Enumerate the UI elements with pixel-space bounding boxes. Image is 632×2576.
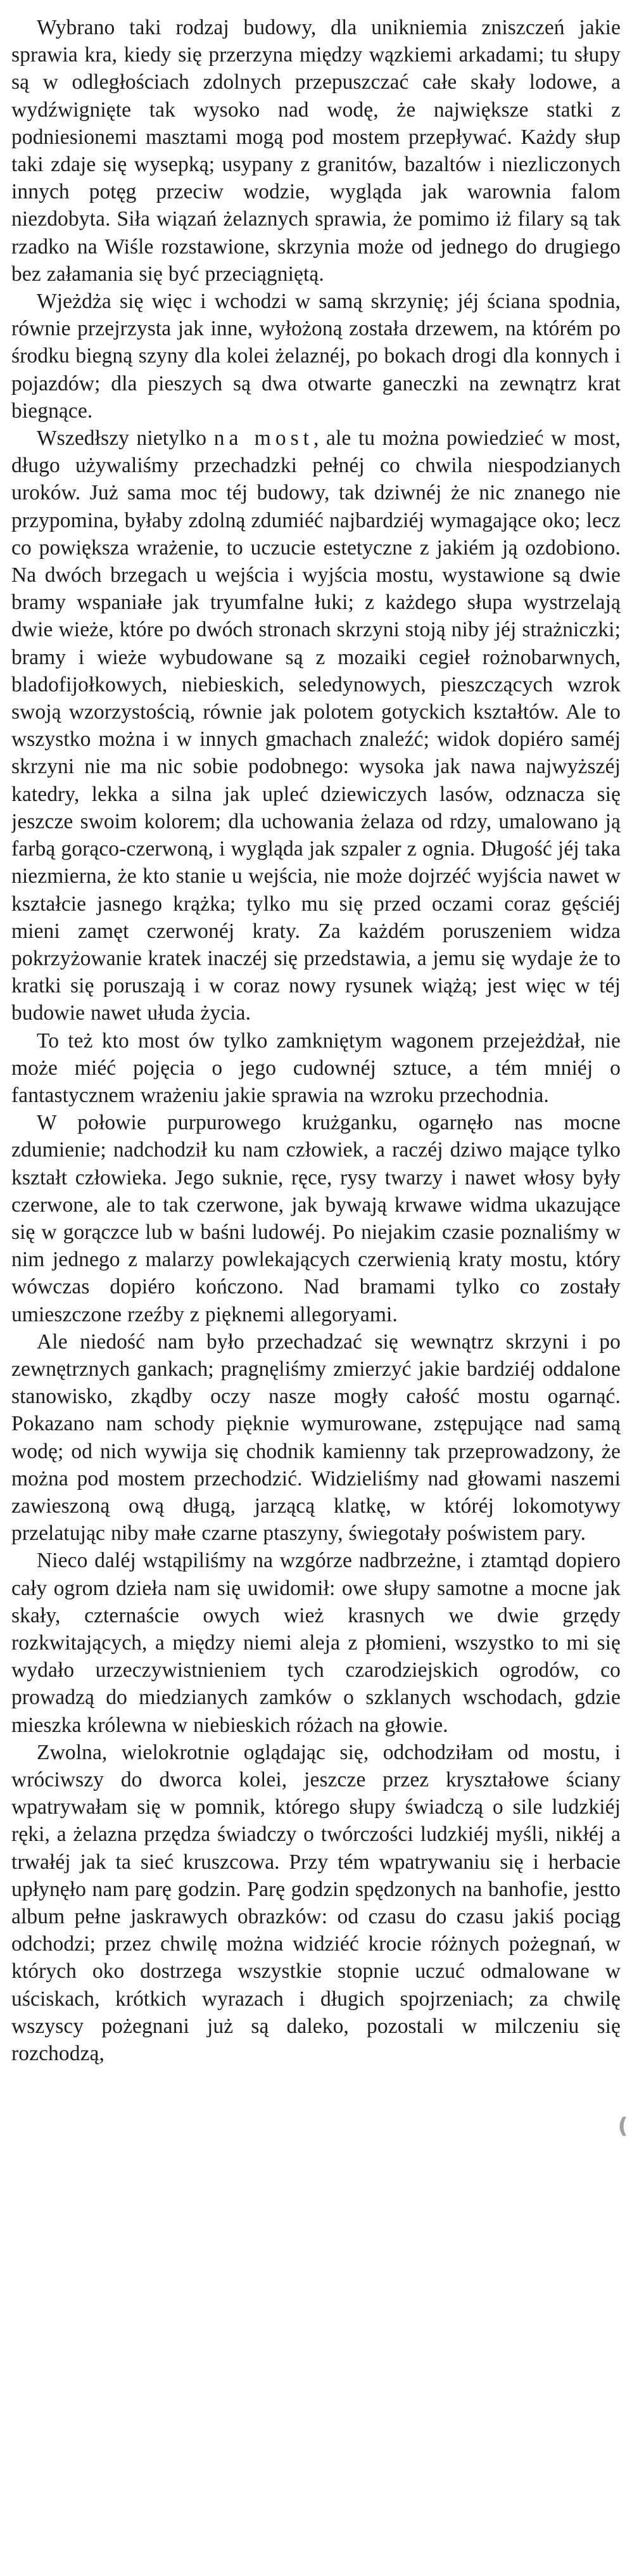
margin-bracket-icon: ❪	[614, 2113, 632, 2139]
paragraph-7: Nieco daléj wstąpiliśmy na wzgórze nadbrzeżne, i ztamtąd dopiero cały ogrom dzieła nam się uwidomił: owe słupy samotne a mocne jak skały, czternaście owych wież krasnych we dwie grzędy rozkwitających, a między niemi aleja z płomieni, wszystko to mi się wydało urzeczywistnieniem tych czarodziejskich ogrodów, co prowadzą do miedzianych zamków o szklanych wschodach, gdzie mieszka królewna w niebieskich różach na głowie.	[11, 1549, 621, 1737]
emphasized-phrase: na most	[213, 426, 313, 451]
paragraph-8: Zwolna, wielokrotnie oglądając się, odchodziłam od mostu, i wróciwszy do dworca kolei, jeszcze przez kryształowe ściany wpatrywałam się w pomnik, którego słupy świadczą o sile ludzkiéj ręki, a żelazna przędza świadczy o twórczości ludzkiéj myśli, nikłéj a trwałéj jak ta sieć kruszcowa. Przy tém wpatrywaniu się i herbacie upłynęło nam parę godzin. Parę godzin spędzonych na banhofie, jestto album pełne jaskrawych obrazków: od czasu do czasu jakiś pociąg odchodzi; przez chwilę można widziéć krocie różnych pożegnań, w których oko dostrzega wszystkie stopnie uczuć odmalowane w uściskach, krótkich wyrazach i długich spojrzeniach; za chwilę wszyscy pożegnani już są daleko, pozostali w milczeniu się rozchodzą,	[11, 1740, 621, 2066]
paragraph-3: Wszedłszy nietylko na most, ale tu można powiedzieć w most, długo używaliśmy przechadzki pełnéj co chwila niespodzianych uroków. Już sama moc téj budowy, tak dziwnéj że nic znanego nie przypomina, byłaby zdolną zdumiéć najbardziéj wymagające oko; lecz co powiększa wrażenie, to uczucie estetyczne z jakiém ją ozdobiono. Na dwóch brzegach u wejścia i wyjścia mostu, wystawione są dwie bramy wspaniałe jak tryumfalne łuki; z każdego słupa wystrzelają dwie wieże, które po dwóch stronach skrzyni stoją niby jéj strażniczki; bramy i wieże wybudowane są z mozaiki cegieł rożnobarwnych, bladofijołkowych, niebieskich, seledynowych, pieszczących wzrok swoją wzorzystością, równie jak polotem gotyckich kształtów. Ale to wszystko można i w innych gmachach znaleźć; widok dopiéro saméj skrzyni nie ma nic sobie podobnego: wysoka jak nawa najwyższéj katedry, lekka a silna jak upleć dziewiczych lasów, odznacza się jeszcze swoim kolorem; dla uchowania żelaza od rdzy, umalowano ją farbą gorąco-czerwoną, i wygląda jak szpaler z ognia. Długość jéj taka niezmierna, że kto stanie u wejścia, nie może dojrzéć wyjścia nawet w kształcie jasnego krążka; tylko mu się przed oczami coraz gęściéj mieni zamęt czerwonéj kraty. Za każdém poruszeniem widza pokrzyżowanie kratek inaczéj się przedstawia, a jemu się wydaje że to kratki się poruszają i w coraz nowy rysunek wiążą; jest więc w téj budowie nawet ułuda życia.	[11, 426, 621, 1025]
document-page	[11, 14, 621, 2568]
paragraph-4: To też kto most ów tylko zamkniętym wagonem przejeżdżał, nie może miéć pojęcia o jego cudownéj sztuce, a tém mniéj o fantastycznem wrażeniu jakie sprawia na wzroku przechodnia.	[11, 1028, 621, 1107]
paragraph-6: Ale niedość nam było przechadzać się wewnątrz skrzyni i po zewnętrznych gankach; pragnęliśmy zmierzyć jakie bardziéj oddalone stanowisko, zkądby oczy nasze mogły całość mostu ogarnąć. Pokazano nam schody pięknie wymurowane, zstępujące nad samą wodę; od nich wywija się chodnik kamienny tak przeprowadzony, że można pod mostem przechodzić. Widzieliśmy nad głowami naszemi zawieszoną ową długą, jarzącą klatkę, w któréj lokomotywy przelatując niby małe czarne ptaszyny, świegotały poświstem pary.	[11, 1330, 621, 1546]
paragraph-5: W połowie purpurowego krużganku, ogarnęło nas mocne zdumienie; nadchodził ku nam człowiek, a raczéj dziwo mające tylko kształt człowieka. Jego suknie, ręce, rysy twarzy i nawet włosy były czerwone, ale to tak czerwone, jak bywają krwawe widma ukazujące się w gorączce lub w baśni ludowéj. Po niejakim czasie poznaliśmy w nim jednego z malarzy powlekających czerwienią kraty mostu, który wówczas dopiéro kończono. Nad bramami tylko co zostały umieszczone rzeźby z pięknemi allegoryami.	[11, 1111, 621, 1326]
paragraph-1: Wybrano taki rodzaj budowy, dla unikniemia zniszczeń jakie sprawia kra, kiedy się przerzyna między wązkiemi arkadami; tu słupy są w odległościach zdolnych przepuszczać całe skały lodowe, a wydźwignięte tak wysoko nad wodę, że największe statki z podniesionemi masztami mogą pod mostem przepływać. Każdy słup taki zdaje się wysepką; usypany z granitów, bazaltów i niezliczonych innych potęg przeciw wodzie, wygląda jak warownia falom niezdobyta. Siła wiązań żelaznych sprawia, że pomimo iż filary są tak rzadko na Wiśle rozstawione, skrzynia może od jednego do drugiego bez załamania się być przeciągniętą.	[11, 16, 621, 286]
paragraph-2: Wjeżdża się więc i wchodzi w samą skrzynię; jéj ściana spodnia, równie przejrzysta jak inne, wyłożoną została drzewem, na którém po środku biegną szyny dla kolei żelaznéj, po bokach drogi dla konnych i pojazdów; dla pieszych są dwa otwarte ganeczki na zewnątrz krat biegnące.	[11, 290, 621, 423]
